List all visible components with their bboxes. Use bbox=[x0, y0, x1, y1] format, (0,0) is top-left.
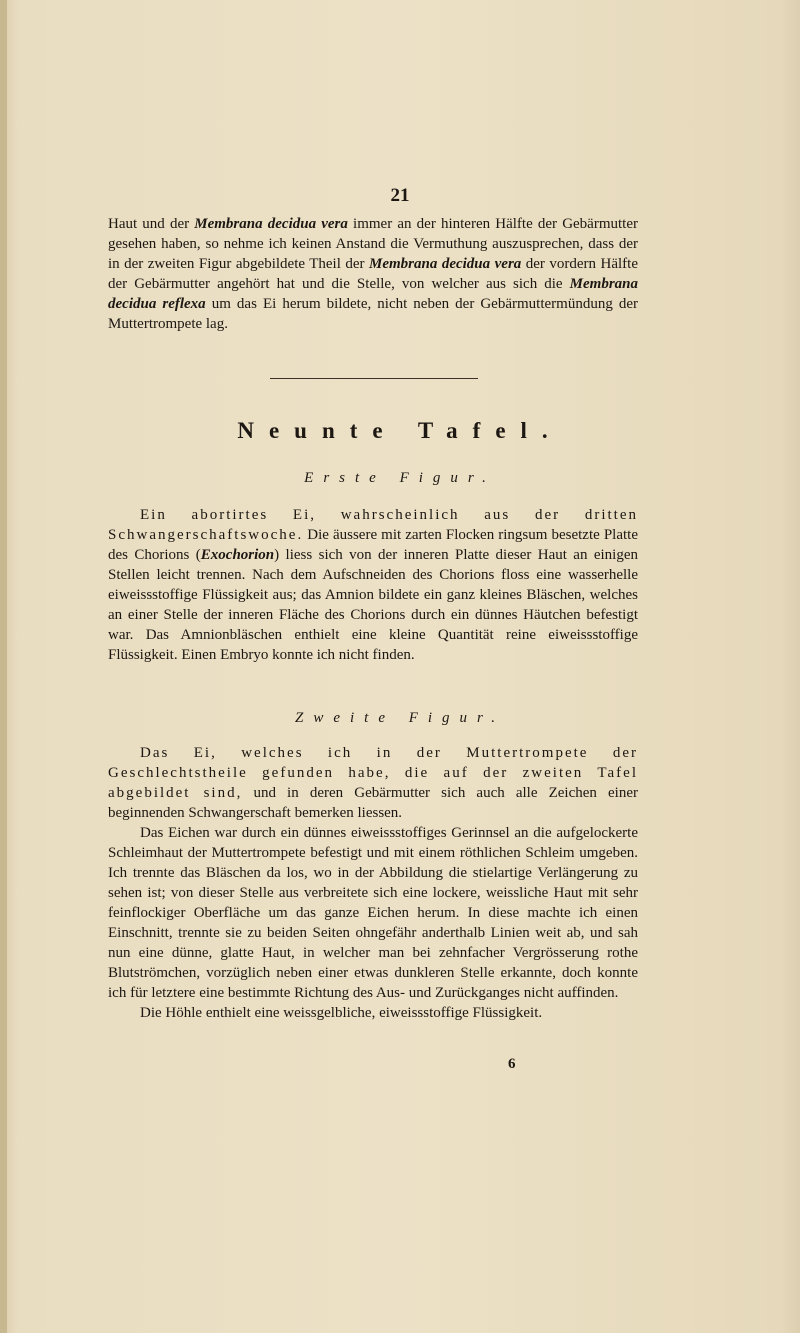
second-figure-text-3: Die Höhle enthielt eine weissgelbliche, eiweissstoffige Flüssigkeit. bbox=[140, 1005, 543, 1021]
first-figure-heading: Erste Figur. bbox=[304, 470, 496, 486]
spaced-lead: Ein abortirtes Ei, wahrscheinlich aus der dritten Schwangerschaftswoche. bbox=[108, 507, 638, 543]
latin-term: Membrana decidua reflexa bbox=[108, 276, 638, 312]
second-figure-paragraphs bbox=[108, 743, 638, 1023]
page-number: 21 bbox=[390, 185, 410, 206]
section-divider bbox=[270, 378, 478, 379]
text-run: um das Ei herum bildete, nicht neben der Gebärmuttermündung der Muttertrompete lag. bbox=[108, 296, 639, 332]
second-figure-text-2: Das Eichen war durch ein dünnes eiweissstoffiges Gerinnsel an die aufgelockerte Schleimhaut der Muttertrompete befestigt und mit einem röthlichen Schleim umgeben. Ich trennte das Bläschen da los, wo in der Abbildung die stielartige Verlängerung zu sehen ist; von dieser Stelle aus verbreitete sich eine lockere, weissliche Haut mit sehr feinflockiger Oberfläche um das ganze Eichen herum. In diese machte ich einen Einschnitt, trennte sie zu beiden Seiten ohngefähr anderthalb Linien weit ab, und sah nun eine dünne, glatte Haut, in welcher man bei zehnfacher Vergrösserung rothe Blutströmchen, vorzüglich neben einer etwas dunkleren Stelle erkannte, doch konnte ich für letztere eine bestimmte Richtung des Aus- und Zurückganges nicht auffinden. bbox=[108, 825, 638, 1001]
first-figure-text bbox=[108, 505, 638, 665]
intro-paragraph bbox=[108, 214, 638, 334]
text-run: Die äussere mit zarten Flocken ringsum besetzte Platte des Chorions ( bbox=[108, 527, 638, 563]
text-run: und in deren Gebärmutter sich auch alle Zeichen einer beginnenden Schwangerschaft bemerken liessen. bbox=[108, 785, 639, 821]
latin-term: Membrana decidua vera bbox=[194, 216, 348, 232]
signature-mark: 6 bbox=[508, 1056, 516, 1072]
second-figure-heading: Zweite Figur. bbox=[294, 710, 505, 726]
spaced-lead: Das Ei, welches ich in der Muttertrompete der Geschlechtstheile gefunden habe, die auf der zweiten Tafel abgebildet sind, bbox=[108, 745, 638, 801]
text-run: ) liess sich von der inneren Platte dieser Haut an einigen Stellen leicht trennen. Nach dem Aufschneiden des Chorions floss eine wasserhelle eiweissstoffige Flüssigkeit aus; das Amnion bildete ein ganz kleines Bläschen, welches an einer Stelle der inneren Fläche des Chorions durch ein dünnes Häutchen befestigt war. Das Amnionbläschen enthielt eine kleine Quantität reine eiweissstoffige Flüssigkeit. Einen Embryo konnte ich nicht finden. bbox=[108, 547, 638, 663]
text-run: Haut und der bbox=[108, 216, 195, 232]
section-title: Neunte Tafel. bbox=[237, 418, 563, 443]
intro-text bbox=[108, 214, 638, 334]
latin-term: Exochorion bbox=[200, 547, 275, 563]
first-figure-paragraph bbox=[108, 505, 638, 665]
second-figure-text-1 bbox=[108, 743, 638, 823]
text-run: immer an der hinteren Hälfte der Gebärmutter gesehen haben, so nehme ich keinen Anstand die Vermuthung auszusprechen, dass der in der zweiten Figur abgebildete Theil der bbox=[108, 216, 638, 272]
latin-term: Membrana decidua vera bbox=[369, 256, 522, 272]
text-run: der vordern Hälfte der Gebärmutter angehört hat und die Stelle, von welcher aus sich die bbox=[108, 256, 638, 292]
